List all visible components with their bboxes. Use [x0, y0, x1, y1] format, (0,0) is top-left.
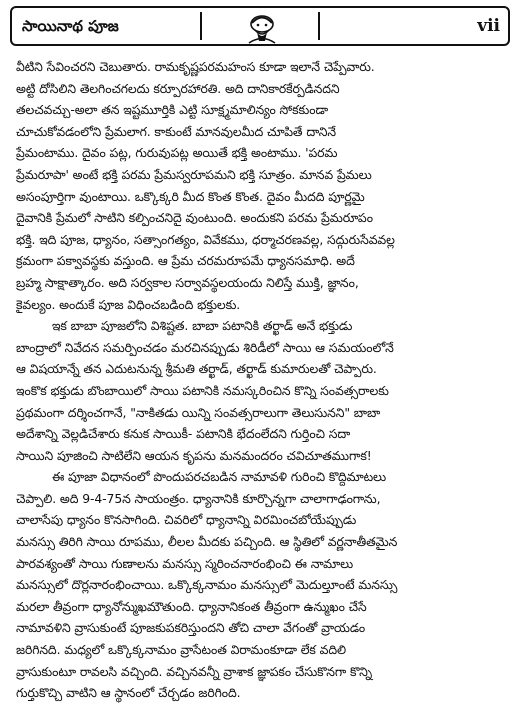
text-line: చెప్పాలి. అది 9-4-75న సాయంత్రం. ధ్యానానికి కూర్చొన్నగా చాలాగాఢంగాను, — [16, 490, 381, 506]
text-line: క్రమంగా పక్వావస్థకు వస్తుంది. ఆ ప్రేమ చరమరూపమే ధ్యానసమాధి. అదే — [16, 253, 355, 269]
text-line: సాయిని పూజించి సాటిలేని ఆయన కృపను మనమందరం చవిచూతముగాక! — [16, 447, 372, 463]
text-line: ఇక బాబా పూజలోని విశిష్టత. బాబా పటానికి తర్ఖాడ్ అనే భక్తుడు — [52, 318, 353, 334]
text-line: భక్తి. ఇది పూజ, ధ్యానం, సత్సాంగత్యం, వివేకము, ధర్మాచరణవల్ల, సద్గురుసేవవల్ల — [16, 231, 395, 247]
text-line: మనస్సులో దొర్లనారంభించాయి. ఒక్కొక్కనామం మనస్సులో మెదుల్తూంటే మనస్సు — [16, 577, 398, 593]
body-text — [16, 56, 508, 704]
text-line: పారవశ్యంతో సాయి గుణాలను మనస్సు స్మరించనారంభించి ఈ నామాలు — [16, 555, 354, 571]
text-line: బాంద్రాలో నివేదన సమర్పించడం మరచినప్పుడు శిరిడీలో సాయి ఆ సమయంలోనే — [16, 339, 394, 355]
header-title: సాయినాథ పూజ — [22, 17, 119, 35]
text-line: ఈ పూజా విధానంలో పొందుపరచబడిన నామావళి గురించి కొద్దిమాటలు — [52, 469, 387, 485]
text-line: చాలాసేపు ధ్యానం కొనసాగింది. చివరిలో ధ్యానాన్ని విరమించబోయేప్పుడు — [16, 512, 357, 528]
text-line: దైవానికి ప్రేమలో సాటిని కల్పించనిదై వుంటుంది. అందుకని పరమ ప్రేమరూపం — [16, 210, 373, 226]
page-number: vii — [477, 16, 500, 36]
text-line: వ్రాసుకుంటూ రావలసి వచ్చింది. వచ్చినవన్నీ వ్రాశాక జ్ఞాపకం చేసుకొనగా కొన్ని — [16, 663, 373, 679]
text-line: మనస్సు తిరిగి సాయి రూపము, లీలల మీదకు పచ్చింది. ఆ స్థితిలో వర్ణనాతీతమైన — [16, 534, 398, 550]
text-line: తలచవచ్చు-అలా తన ఇష్టమూర్తికి ఎట్టి సూక్ష్మమాలిన్యం సోకకుండా — [16, 102, 328, 118]
text-line: జరిగినది. మధ్యలో ఒక్కొక్కనామం వ్రాసేటంత విరామంకూడా లేక వదిలి — [16, 642, 346, 658]
text-line: ప్రథమంగా దర్శించగానే, "నాకితడు యిన్ని సంవత్సరాలుగా తెలుసునని" బాబా — [16, 404, 381, 420]
text-line: మరలా తీవ్రంగా ధ్యానోన్ముఖమౌతుంది. ధ్యానానికంత తీవ్రంగా ఉన్ముఖం చేసే — [16, 598, 367, 614]
header-divider-left — [200, 12, 202, 40]
text-line: అట్టి దోసిలిని తెలగించగలదు కర్పూరహారతి. అది దానికారకేర్పడినదని — [16, 80, 340, 96]
sai-baba-portrait-icon — [245, 10, 279, 44]
text-line: ఇంకొక భక్తుడు బొంబాయిలో సాయి పటానికి నమస్కరించిన కొన్ని సంవత్సరాలకు — [16, 382, 389, 398]
text-line: గుర్తుకొచ్చి వాటిని ఆ స్థానంలో చేర్చడం జరిగింది. — [16, 685, 241, 701]
text-line: బ్రహ్మ సాక్షాత్కారం. అది సర్వకాల సర్వావస్థలయందు నిలిస్తే ముక్తి, జ్ఞానం, — [16, 274, 359, 290]
text-line: ఆ విషయాన్నే తన ఎదుటనున్న శ్రీమతి తర్ఖాడ్, తర్ఖాడ్ కుమారులతో చెప్పారు. — [16, 361, 377, 377]
text-line: ప్రేమరూపా' అంటే భక్తి పరమ ప్రేమస్వరూపమని భక్తి సూత్రం. మానవ ప్రేమలు — [16, 166, 372, 182]
header-divider-right — [318, 12, 320, 40]
text-line: చూచుకోవడంలోని ప్రేమలాగ. కాకుంటే మానవులమీద చూపితే దానినే — [16, 123, 336, 139]
text-line: అదేశాన్ని వెల్లడిచేశారు కనుక సాయికీ- పటానికి భేదంలేదని గుర్తించి సదా — [16, 426, 351, 442]
text-line: వీటిని సేవించరని చెబుతారు. రామకృష్ణపరమహంస కూడా ఇలానే చెప్పేవారు. — [16, 59, 375, 74]
text-line: ప్రేమంటాము. దైవం పట్ల, గురువుపట్ల అయితే భక్తి అంటాము. 'పరమ — [16, 145, 338, 161]
page-header — [10, 6, 510, 46]
text-line: కైవల్యం. అందుకే పూజ విధించబడింది భక్తులకు. — [16, 296, 241, 312]
text-line: నామావళిని వ్రాసుకుంటే పూజకుపకరిస్తుందని తోచి చాలా వేగంతో వ్రాయడం — [16, 620, 366, 636]
text-line: అసంపూర్తిగా వుంటాయి. ఒక్కొక్కరి మీద కొంత కొంత. దైవం మీదది పూర్ణమై — [16, 188, 365, 204]
